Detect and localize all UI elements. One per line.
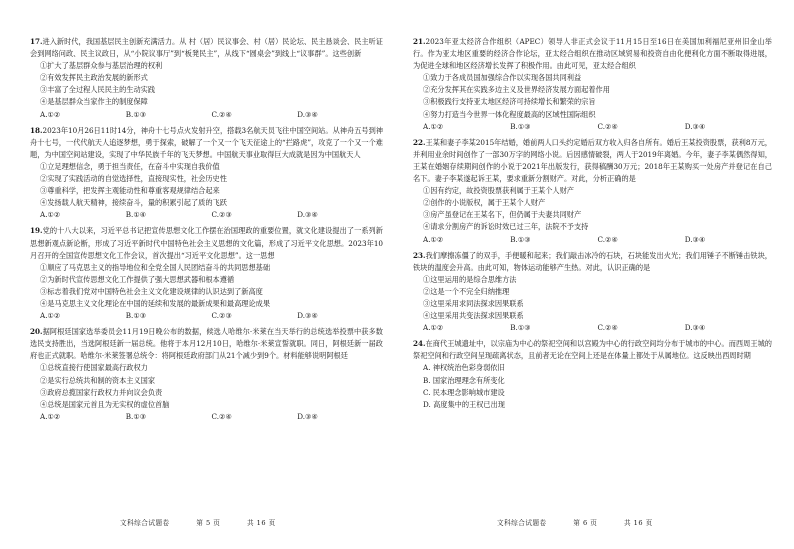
answer-choice: D.③④ xyxy=(684,234,706,244)
question-text: 2023年10月26日11时14分，神舟十七号点火发射升空，搭载3名航天员飞往中国空间站。从神舟五号到神舟十七号，一代代航天人追逐梦想，勇于探索，破解了一个又一个飞天征途上的“拦路虎”，攻克了一个又一个难题，为中国空间站建设，实现了中华民族千年的飞天梦想。中国航天事业取得巨大成就是因为中国航天人 xyxy=(30,125,383,159)
option-statement: ①顺应了马克思主义的指导地位和全党全国人民团结奋斗的共同思想基础 xyxy=(40,262,271,272)
question-stem xyxy=(30,326,383,362)
option-statement: A. 神权统治色彩身弱依旧 xyxy=(423,363,505,373)
option-statement: ①这里运用的是综合思维方法 xyxy=(423,274,517,284)
right-page xyxy=(397,0,794,549)
option-statement: ②充分发挥其在实践多边主义及世界经济发展方面起着作用 xyxy=(423,85,610,95)
option-statement: ④是马克思主义文化理论在中国的延续和发展的最新成果和最高理论成果 xyxy=(40,298,271,308)
option-statement: ③房产虽登记在王某名下，但仍属于夫妻共同财产 xyxy=(423,210,582,220)
question-text: 我们摩擦冻僵了的双手，手便暖和起来；我们敲击冰冷的石块，石块能发出火光；我们用锤子不断锤击铁块，铁块的温度会升高。由此可知，物体运动能够产生热。对此，认识正确的是 xyxy=(413,250,772,272)
option-statement: ②创作的小说版权，属于王某个人财产 xyxy=(423,198,546,208)
answer-choice: B.①③ xyxy=(510,323,531,333)
question-block xyxy=(30,225,383,322)
answer-choices xyxy=(40,209,383,221)
option-statement: C. 民本理念影响城市建设 xyxy=(423,387,505,397)
question-block xyxy=(30,36,383,121)
footer-total-pages: 共 16 页 xyxy=(246,519,276,527)
question-block xyxy=(413,250,772,335)
question-text: 党的十八大以来，习近平总书记把宣传思想文化工作摆在治国理政的重要位置，就文化建设提出了一系列新思想新观点新论断，形成了习近平新时代中国特色社会主义思想的文化篇，形成了习近平文化思想。2023年10月召开的全国宣传思想文化工作会议，首次提出“习近平文化思想”。这一思想 xyxy=(30,226,383,260)
left-question-list xyxy=(30,36,383,423)
option-statement: ①立足理想信念，勇于担当责任，在奋斗中实现自我价值 xyxy=(40,161,220,171)
option-statement: ①总统直接行使国家最高行政权力 xyxy=(40,363,148,373)
question-text: 据阿根廷国家选举委员会11月19日晚公布的数据，候选人哈维尔·米莱在当天举行的总统选举投票中获多数选民支持胜出，当选阿根廷新一届总统。他将于本月12月10日，哈维尔·米莱宣誓就职。同日，阿根廷新一届政府也正式就职。哈维尔·米莱签署总统令：将阿根廷政府部门从21个减少到9个。材料能够说明阿根廷 xyxy=(30,327,383,361)
footer-page-number: 第 5 页 xyxy=(196,519,221,527)
option-statement: B. 国家治理理念有所变化 xyxy=(423,375,505,385)
answer-choice: D.③④ xyxy=(297,411,318,421)
question-number: 17. xyxy=(30,37,43,46)
answer-choice: D.③④ xyxy=(297,311,318,321)
option-statement: ②为新时代宣传思想文化工作提供了强大思想武器和根本遵循 xyxy=(40,274,235,284)
answer-choice: B.①③ xyxy=(125,109,147,119)
answer-choice: A.①② xyxy=(423,121,444,131)
question-block xyxy=(413,338,772,411)
answer-choice: A.①② xyxy=(40,210,61,220)
question-number: 24. xyxy=(413,339,426,349)
footer-exam-title: 文科综合试题卷 xyxy=(497,519,547,527)
option-statement: ③这里采用求同法探求因果联系 xyxy=(423,298,524,308)
question-text: 进入新时代，我国基层民主创新充满活力。从 村（居）民议事会、村（居）民论坛、民主恳谈会、民主听证会到网络问政、民主议政日，从“小院议事厅”到“板凳民主”，从线下“圆桌会”到线上“议事群”。这些创新 xyxy=(30,37,383,59)
answer-choice: C.②④ xyxy=(211,109,232,119)
option-statement: ③标志着我们党对中国特色社会主义文化建设规律的认识达到了新高度 xyxy=(40,286,263,296)
answer-choice: B.①③ xyxy=(125,311,147,321)
answer-choice: B.①③ xyxy=(510,121,531,131)
right-page-footer xyxy=(497,517,677,527)
question-number: 23. xyxy=(413,250,426,260)
question-text: 在商代王城遗址中，以宗庙为中心的祭祀空间和以宫殿为中心的行政空间均分布于城市的中心。而西周王城的祭祀空间和行政空间呈现疏离状态，且前者无论在空间上还是在体量上都处于从属地位。这反映出西周时期 xyxy=(413,339,772,361)
answer-choice: B.①④ xyxy=(125,210,147,220)
answer-choice: A.①② xyxy=(423,234,444,244)
question-stem xyxy=(413,338,772,362)
answer-choice: A.①② xyxy=(423,323,444,333)
answer-choice: C.②④ xyxy=(597,234,618,244)
question-stem xyxy=(413,137,772,185)
answer-choice: C.②④ xyxy=(597,323,618,333)
question-text: 王某和妻子李某2015年结婚，婚前两人口头约定婚后双方收入归各自所有。婚后王某投资股票，获利8万元，并利用业余时间创作了一部30万字的网络小说。后因感情破裂，两人于2019年离婚。今年，妻子李某偶然得知，王某在婚姻存续期间创作的小说于2021年出版发行，获得稿酬30万元；2018年王某购买一处房产并登记在自己名下。妻子李某遂起诉王某，要求重新分割财产。对此，分析正确的是 xyxy=(413,137,772,184)
answer-choices xyxy=(423,322,772,334)
answer-choice: A.①② xyxy=(40,109,61,119)
answer-choices xyxy=(40,109,383,121)
option-statement: ③丰富了全过程人民民主的生动实践 xyxy=(40,85,156,95)
option-statement: ③尊重科学，把发挥主观能动性和尊重客观规律结合起来 xyxy=(40,186,220,196)
question-block xyxy=(30,125,383,222)
option-statement: ②有效发挥民主政治发展的新形式 xyxy=(40,73,148,83)
answer-choices xyxy=(40,310,383,322)
option-statement: ④总统是国家元首且为无实权的虚位首脑 xyxy=(40,399,170,409)
answer-choices xyxy=(423,234,772,246)
question-stem xyxy=(413,36,772,72)
footer-total-pages: 共 16 页 xyxy=(623,519,653,527)
answer-choices xyxy=(40,411,383,423)
option-statement: ③积极践行支持亚太地区经济可持续增长和繁荣的宗旨 xyxy=(423,97,596,107)
answer-choice: C.②③ xyxy=(211,311,232,321)
question-stem xyxy=(30,36,383,60)
question-stem xyxy=(30,225,383,261)
answer-choice: D.③④ xyxy=(297,109,318,119)
question-number: 20. xyxy=(30,327,43,337)
question-block xyxy=(413,137,772,246)
answer-choice: B.①③ xyxy=(125,411,147,421)
answer-choice: A.①② xyxy=(40,311,61,321)
question-number: 19. xyxy=(30,226,43,236)
option-statement: ①致力于各成员国加强综合作以实现各国共同利益 xyxy=(423,73,582,83)
question-text: 2023年亚太经济合作组织（APEC）领导人非正式会议于11月15日至16日在美国加利福尼亚州旧金山举行。作为亚太地区重要的经济合作论坛，亚太经合组织在推动区域贸易和投资自由化便利化方面不断取得进展，为促进全球和地区经济增长发挥了积极作用。由此可见，亚太经合组织 xyxy=(413,37,772,71)
footer-exam-title: 文科综合试题卷 xyxy=(120,519,170,527)
question-number: 21. xyxy=(413,37,426,46)
option-statement: ④发扬载人航天精神，接续奋斗，量的积累引起了质的飞跃 xyxy=(40,198,227,208)
question-number: 22. xyxy=(413,137,426,147)
option-statement: ②实现了实践活动的自觉选择性，直接现实性，社会历史性 xyxy=(40,174,227,184)
left-page-footer xyxy=(120,517,300,527)
answer-choice: D.③④ xyxy=(684,121,706,131)
answer-choices xyxy=(423,121,772,133)
question-number: 18. xyxy=(30,125,43,135)
option-statement: ②是实行总统共和制的资本主义国家 xyxy=(40,375,156,385)
answer-choice: B.①③ xyxy=(510,234,531,244)
option-statement: ④努力打造当今世界一体化程度最高的区域性国际组织 xyxy=(423,109,596,119)
option-statement: D. 高度集中的王权已出现 xyxy=(423,399,505,409)
option-statement: ④这里采用共变法探求因果联系 xyxy=(423,311,524,321)
footer-page-number: 第 6 页 xyxy=(573,519,598,527)
right-question-list xyxy=(413,36,772,411)
answer-choice: C.②③ xyxy=(211,210,232,220)
option-statement: ④请求分割房产的诉讼时效已过三年，法院不予支持 xyxy=(423,222,589,232)
option-statement: ①扩大了基层群众参与基层治理的权利 xyxy=(40,61,163,71)
question-block xyxy=(413,36,772,133)
option-statement: ③政府总揽国家行政权力并向议会负责 xyxy=(40,387,163,397)
answer-choice: A.①② xyxy=(40,411,61,421)
option-statement: ①因有约定，故投资股票获利属于王某个人财产 xyxy=(423,186,574,196)
answer-choice: D.③④ xyxy=(297,210,318,220)
answer-choice: D.③④ xyxy=(684,323,706,333)
question-stem xyxy=(413,250,772,274)
answer-choice: C.②④ xyxy=(211,411,232,421)
question-stem xyxy=(30,125,383,161)
answer-choice: C.②④ xyxy=(597,121,618,131)
option-statement: ②这是一个不完全归纳推理 xyxy=(423,286,510,296)
question-block xyxy=(30,326,383,423)
option-statement: ④是基层群众当家作主的制度保障 xyxy=(40,97,148,107)
